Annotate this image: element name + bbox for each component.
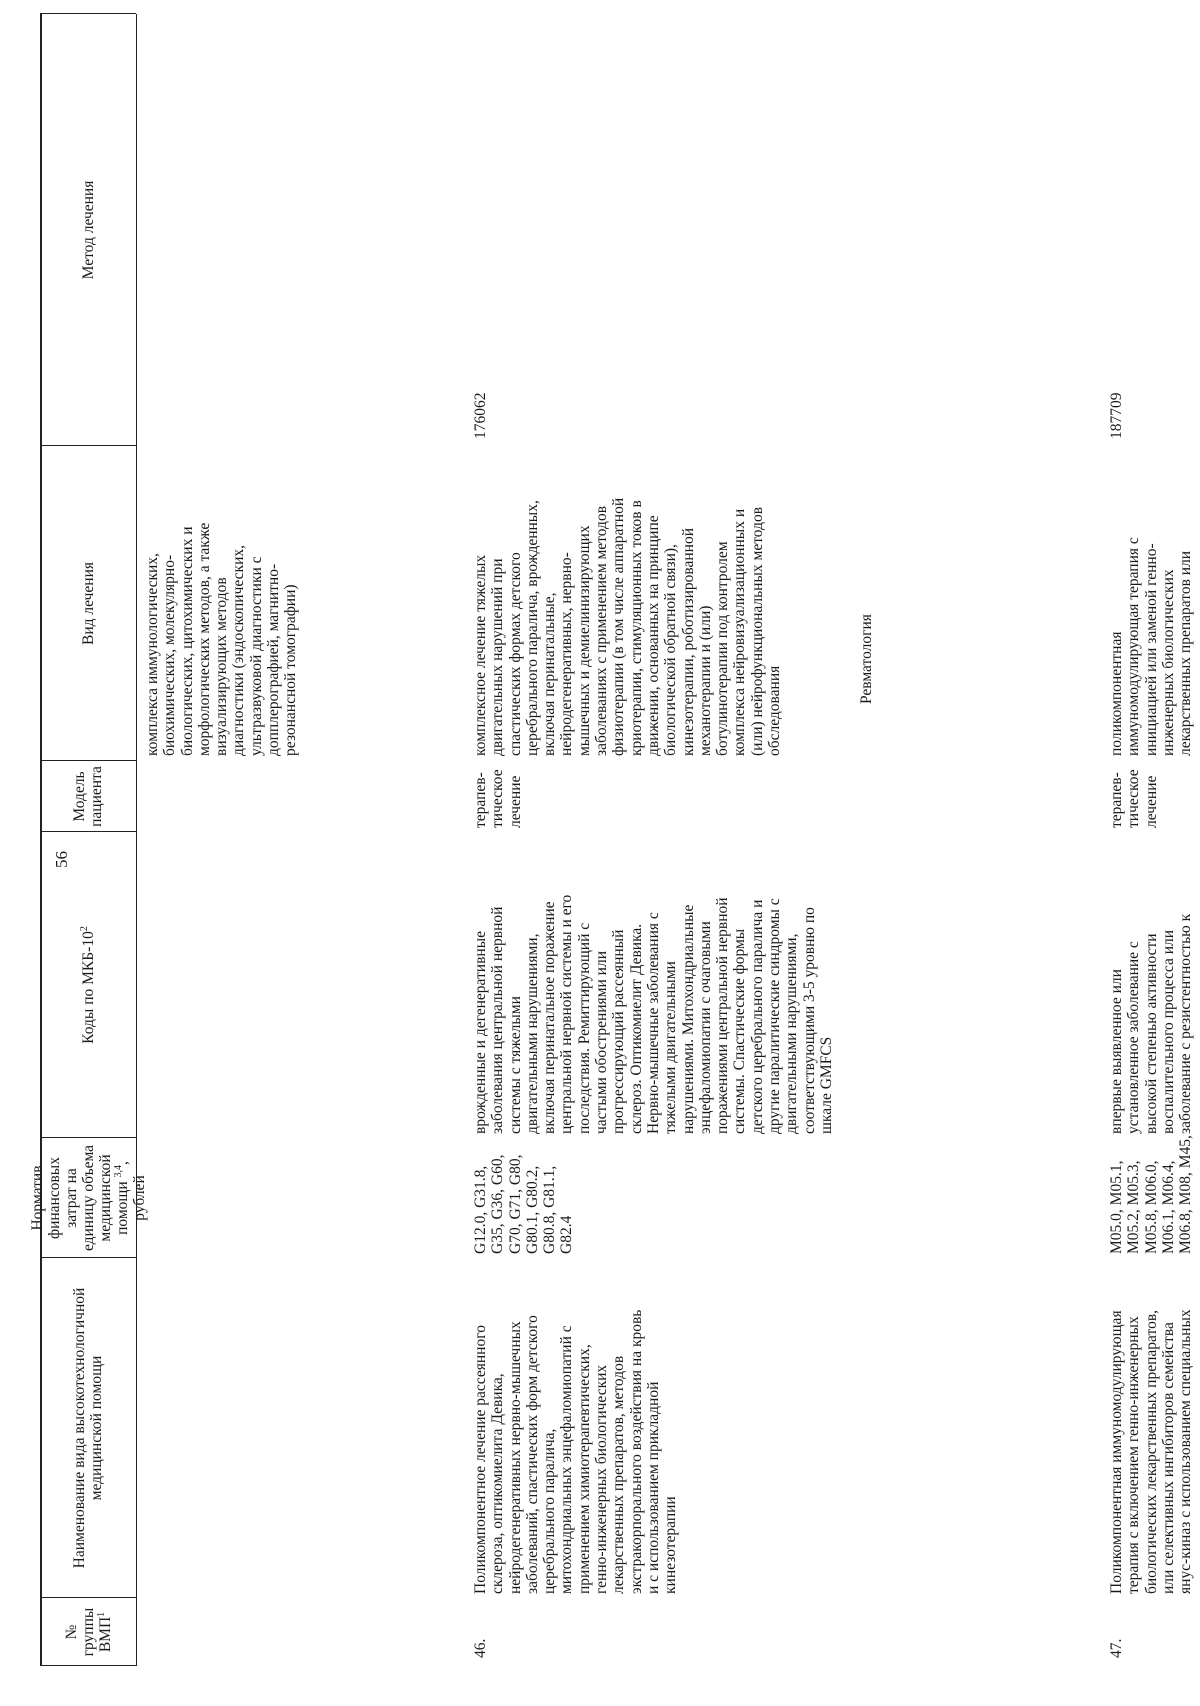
- cell-line: шкале GMFCS: [817, 1036, 835, 1134]
- row-47-type-cell: [1108, 769, 1160, 828]
- cell-line: ботулинотерапии под контролем: [714, 541, 732, 756]
- row-47-codes-cell: [1108, 1135, 1194, 1254]
- header-method-text: Метод лечения: [79, 180, 97, 280]
- cell-line: системы с тяжелыми: [506, 996, 524, 1134]
- column-divider: [40, 831, 136, 832]
- cell-line: биологических лекарственных препаратов,: [1142, 1309, 1160, 1594]
- cell-line: церебрального паралича,: [541, 1428, 559, 1594]
- cell-line: нейродегенеративных нервно-мышечных: [506, 1321, 524, 1594]
- header-norm: [28, 1140, 148, 1256]
- cell-line: заболеваниях с применением методов: [593, 505, 611, 756]
- cell-line: M05.8, M06.0,: [1142, 1160, 1160, 1254]
- column-divider: [40, 1597, 136, 1598]
- cell-line: двигательными нарушениями,: [523, 933, 541, 1134]
- cell-line: поражениями центральной нервной: [714, 897, 732, 1134]
- cell-line: G35, G36, G60,: [489, 1154, 507, 1254]
- cell-line: движении, основанных на принципе: [644, 515, 662, 756]
- row-47-norm: 187709: [1108, 392, 1125, 439]
- cell-line: церебрального паралича, врожденных,: [523, 500, 541, 756]
- cell-line: генно-инженерных биологических: [593, 1364, 611, 1594]
- cell-line: врожденные и дегенеративные: [472, 930, 489, 1134]
- header-codes-text: Коды по МКБ-10: [79, 931, 97, 1044]
- cell-line: морфологических методов, а также: [195, 522, 213, 756]
- cell-line: терапия с включением генно-инженерных: [1125, 1316, 1143, 1594]
- cell-line: тическое: [1125, 769, 1143, 828]
- cell-line: системы. Спастические формы: [731, 928, 749, 1134]
- cell-line: установленное заболевание с: [1125, 941, 1143, 1134]
- cell-line: высокой степенью активности: [1142, 933, 1160, 1134]
- cell-line: допплерографией, магнитно-: [265, 563, 283, 756]
- table-header-bottom-border: [136, 14, 137, 1666]
- header-method: [40, 16, 136, 444]
- header-name: [40, 1260, 136, 1596]
- row-46-model-cell: [472, 895, 835, 1134]
- cell-line: впервые выявленное или: [1108, 969, 1125, 1134]
- header-norm-sup: 3,4: [112, 1164, 124, 1178]
- cell-line: комплекса иммунологических,: [144, 553, 161, 756]
- header-norm-suffix: , рублей: [113, 1161, 148, 1221]
- header-model: [40, 763, 136, 830]
- cell-line: комплексное лечение тяжелых: [472, 554, 489, 756]
- cell-line: включая перинатальное поражение: [541, 901, 559, 1134]
- cell-line: двигательных нарушений при: [489, 558, 507, 756]
- header-group-number-sup: 1: [95, 1611, 107, 1617]
- column-divider: [40, 445, 136, 446]
- cell-line: воспалительного процесса или: [1159, 929, 1177, 1134]
- row-46-number: 46.: [472, 1638, 489, 1658]
- cell-line: центральной нервной системы и его: [558, 894, 576, 1134]
- table-left-border: [40, 1665, 136, 1666]
- header-group-number-text: № группы ВМП: [62, 1607, 114, 1657]
- header-codes: [40, 834, 136, 1136]
- cell-line: кинезотерапии: [662, 1496, 680, 1594]
- header-norm-text: Норматив финансовых затрат на единицу объема медицинской помощи: [28, 1144, 131, 1252]
- cell-line: лечение: [506, 775, 524, 828]
- cell-line: (или) нейрофункциональных методов: [748, 506, 766, 756]
- cell-line: мышечных и демиелинизирующих: [575, 525, 593, 756]
- row-47-name-cell: [1108, 1309, 1194, 1594]
- cell-line: биохимических, молекулярно-: [161, 554, 179, 756]
- cell-line: физиотерапии (в том числе аппаратной: [610, 497, 628, 756]
- cell-line: тическое: [489, 769, 507, 828]
- cell-line: G82.4: [558, 1215, 576, 1254]
- cell-line: двигательными нарушениями,: [783, 933, 801, 1134]
- cell-line: инициацией или заменой генно-: [1142, 543, 1160, 756]
- cell-line: энцефаломиопатии с очаговыми: [696, 921, 714, 1134]
- cell-line: механотерапии и (или): [696, 605, 714, 756]
- cell-line: склероз. Оптикомиелит Девика.: [627, 923, 645, 1134]
- section-title: Ревматология: [858, 614, 875, 704]
- page-number: 56: [52, 851, 71, 868]
- cell-line: прогрессирующий рассеянный: [610, 929, 628, 1134]
- cell-line: M05.2, M05.3,: [1125, 1160, 1143, 1254]
- cell-line: кинезотерапии, роботизированной: [679, 527, 697, 756]
- column-divider: [40, 1137, 136, 1138]
- column-divider: [40, 1257, 136, 1258]
- cell-line: заболевания центральной нервной: [489, 906, 507, 1134]
- row-46-codes-cell: [472, 1155, 576, 1254]
- header-type: [40, 448, 136, 759]
- cell-line: нейродегенеративных, нервно-: [558, 552, 576, 756]
- header-type-text: Вид лечения: [79, 561, 97, 646]
- cell-line: Поликомпонентное лечение рассеянного: [472, 1325, 489, 1594]
- continuation-method-cell: [144, 523, 300, 756]
- cell-line: G70, G71, G80,: [506, 1154, 524, 1254]
- cell-line: и с использованием прикладной: [644, 1381, 662, 1594]
- header-codes-sup: 2: [78, 926, 90, 932]
- row-46-method-cell: [472, 498, 783, 756]
- cell-line: нарушениями. Митохондриальные: [679, 904, 697, 1134]
- cell-line: склероза, оптикомиелита Девика,: [489, 1373, 507, 1594]
- row-46-name-cell: [472, 1310, 680, 1594]
- cell-line: включая перинатальные,: [541, 592, 559, 756]
- cell-line: лекарственных препаратов, методов: [610, 1355, 628, 1594]
- cell-line: инженерных биологических: [1159, 569, 1177, 756]
- header-model-text: Модель пациента: [71, 766, 105, 827]
- cell-line: экстракорпорального воздействия на кровь: [627, 1309, 645, 1594]
- cell-line: комплекса нейровизуализационных и: [731, 508, 749, 756]
- cell-line: применением химиотерапевтических,: [575, 1344, 593, 1594]
- column-divider: [40, 760, 136, 761]
- cell-line: лечение: [1142, 775, 1160, 828]
- cell-line: биологических, цитохимических и: [178, 526, 196, 756]
- cell-line: G12.0, G31.8,: [472, 1165, 489, 1254]
- cell-line: G80.8, G81.1,: [541, 1165, 559, 1254]
- cell-line: или селективных ингибиторов семейства: [1159, 1322, 1177, 1594]
- cell-line: диагностики (эндоскопических,: [230, 545, 248, 756]
- cell-line: визуализирующих методов: [213, 577, 231, 756]
- cell-line: янус-киназ с использованием специальных: [1177, 1309, 1195, 1594]
- cell-line: заболевание с резистентностью к: [1177, 913, 1195, 1134]
- cell-line: поликомпонентная: [1108, 631, 1125, 756]
- table-right-border: [40, 13, 136, 14]
- cell-line: заболеваний, спастических форм детского: [523, 1315, 541, 1594]
- cell-line: тяжелыми двигательными: [662, 961, 680, 1134]
- cell-line: митохондриальных энцефаломиопатий с: [558, 1325, 576, 1594]
- cell-line: ультразвуковой диагностики с: [247, 556, 265, 756]
- row-47-model-cell: [1108, 914, 1194, 1134]
- cell-line: Поликомпонентная иммуномодулирующая: [1108, 1310, 1125, 1594]
- cell-line: детского церебрального паралича и: [748, 899, 766, 1134]
- cell-line: другие паралитические синдромы с: [766, 898, 784, 1134]
- cell-line: биологической обратной связи),: [662, 544, 680, 756]
- row-47-method-cell: [1108, 537, 1194, 756]
- cell-line: M06.8, M08, M45,: [1177, 1135, 1195, 1254]
- cell-line: последствия. Ремиттирующий с: [575, 922, 593, 1134]
- cell-line: резонансной томографии): [282, 584, 300, 756]
- cell-line: терапев-: [1108, 772, 1125, 828]
- header-group-number: [40, 1600, 136, 1664]
- cell-line: Нервно-мышечные заболевания с: [644, 912, 662, 1134]
- cell-line: спастических формах детского: [506, 552, 524, 756]
- header-name-text: Наименование вида высокотехнологичной медицинской помощи: [71, 1287, 105, 1569]
- cell-line: криотерапии, стимуляционных токов в: [627, 500, 645, 756]
- cell-line: соответствующими 3-5 уровню по: [800, 907, 818, 1134]
- cell-line: иммуномодулирующая терапия с: [1125, 537, 1143, 756]
- cell-line: обследования: [766, 665, 784, 756]
- cell-line: M05.0, M05.1,: [1108, 1160, 1125, 1254]
- cell-line: частыми обострениями или: [593, 951, 611, 1134]
- cell-line: G80.1, G80.2,: [523, 1165, 541, 1254]
- row-46-type-cell: [472, 769, 524, 828]
- cell-line: терапев-: [472, 772, 489, 828]
- row-47-number: 47.: [1108, 1638, 1125, 1658]
- cell-line: M06.1, M06.4,: [1159, 1160, 1177, 1254]
- row-46-norm: 176062: [472, 392, 489, 439]
- cell-line: лекарственных препаратов или: [1177, 550, 1195, 756]
